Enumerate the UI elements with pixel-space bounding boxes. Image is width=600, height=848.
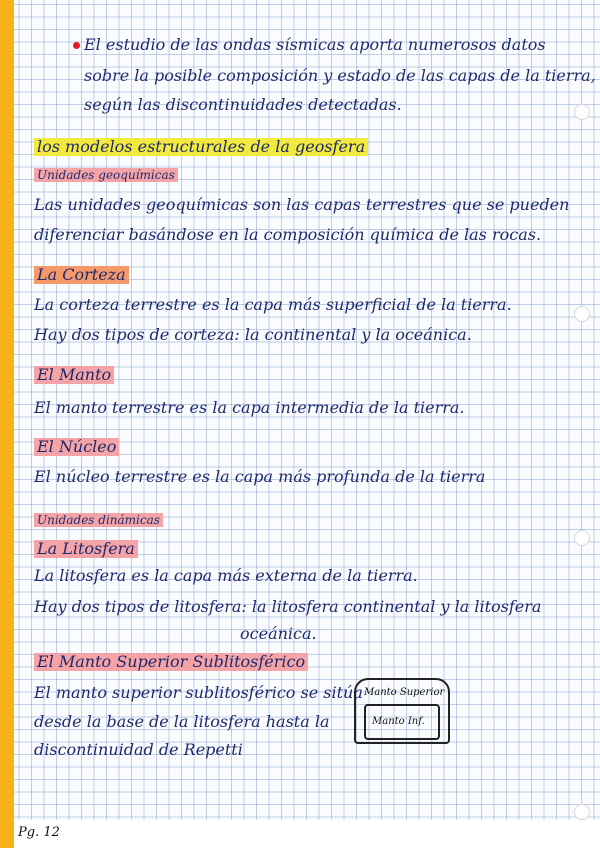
intro-line: según las discontinuidades detectadas. [84, 95, 402, 114]
diagram-inner-label: Manto Inf. [372, 716, 425, 727]
paragraph-line: El manto terrestre es la capa intermedia de la tierra. [34, 398, 465, 417]
diagram-outer-label: Manto Superior [364, 687, 445, 698]
section-heading-dynamic: Unidades dinámicas [34, 513, 163, 527]
section-heading-geochemical: Unidades geoquímicas [34, 168, 178, 182]
paragraph-line: La litosfera es la capa más externa de la tierra. [34, 566, 418, 585]
punch-hole [574, 104, 590, 120]
punch-hole [574, 306, 590, 322]
punch-hole [574, 804, 590, 820]
main-title: los modelos estructurales de la geosfera [34, 138, 368, 156]
paragraph-line: discontinuidad de Repetti [34, 740, 243, 759]
mantle-layers-diagram [354, 678, 450, 744]
section-heading-corteza: La Corteza [34, 266, 129, 284]
page-number: Pg. 12 [18, 825, 60, 840]
paragraph-line: Las unidades geoquímicas son las capas terrestres que se pueden [34, 195, 570, 214]
paragraph-line: Hay dos tipos de corteza: la continental y la oceánica. [34, 325, 472, 344]
punch-hole [574, 530, 590, 546]
paragraph-line: oceánica. [240, 624, 317, 643]
paragraph-line: diferenciar basándose en la composición química de las rocas. [34, 225, 542, 244]
section-heading-manto-superior: El Manto Superior Sublitosférico [34, 653, 308, 671]
section-heading-litosfera: La Litosfera [34, 540, 138, 558]
section-heading-manto: El Manto [34, 366, 114, 384]
section-heading-nucleo: El Núcleo [34, 438, 119, 456]
intro-line: sobre la posible composición y estado de las capas de la tierra, [84, 66, 596, 85]
paragraph-line: El núcleo terrestre es la capa más profunda de la tierra [34, 467, 486, 486]
paragraph-line: La corteza terrestre es la capa más superficial de la tierra. [34, 295, 512, 314]
paragraph-line: El manto superior sublitosférico se sitúa [34, 683, 363, 702]
margin-strip [0, 0, 14, 848]
page-bottom-band [14, 820, 600, 848]
intro-line: El estudio de las ondas sísmicas aporta numerosos datos [84, 35, 546, 54]
bullet-dot [73, 42, 80, 49]
paragraph-line: Hay dos tipos de litosfera: la litosfera continental y la litosfera [34, 597, 542, 616]
paragraph-line: desde la base de la litosfera hasta la [34, 712, 330, 731]
